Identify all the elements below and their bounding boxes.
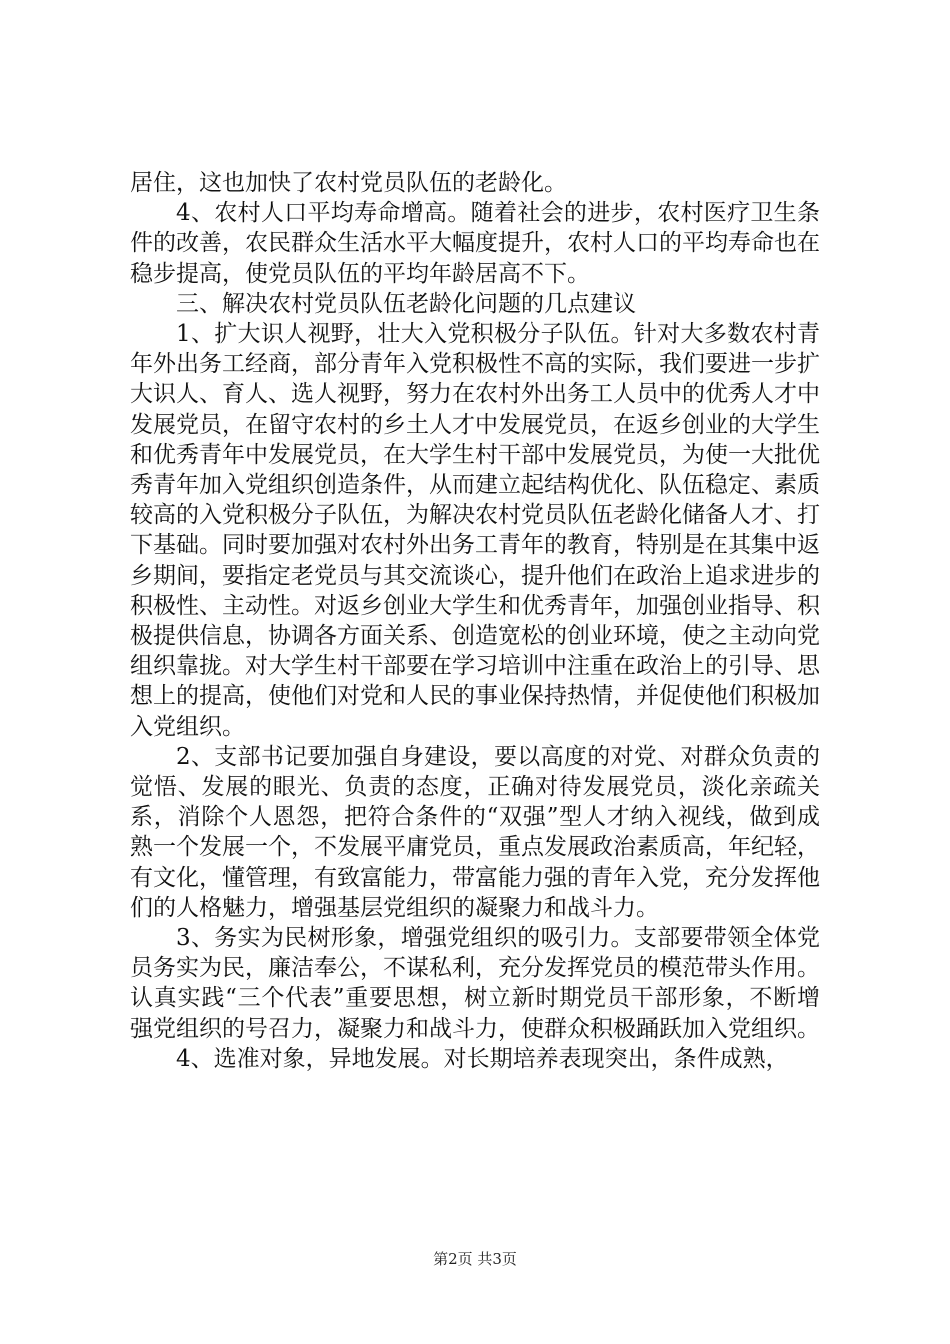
paragraph-continuation: 居住，这也加快了农村党员队伍的老龄化。 [130, 170, 567, 196]
section-heading-suggestions: 三、解决农村党员队伍老龄化问题的几点建议 [176, 290, 636, 317]
paragraph-suggestion-3: 3、务实为民树形象，增强党组织的吸引力。支部要带领全体党员务实为民，廉洁奉公，不谋私利，充分发挥党员的模范带头作用。认真实践“三个代表”重要思想，树立新时期党员干部形象，不断增强党组织的号召力，凝聚力和战斗力，使群众积极踊跃加入党组织。 [130, 925, 820, 1042]
paragraph-suggestion-1: 1、扩大识人视野，壮大入党积极分子队伍。针对大多数农村青年外出务工经商，部分青年入党积极性不高的实际，我们要进一步扩大识人、育人、选人视野，努力在农村外出务工人员中的优秀人才中发展党员，在留守农村的乡土人才中发展党员，在返乡创业的大学生和优秀青年中发展党员，在大学生村干部中发展党员，为使一大批优秀青年加入党组织创造条件，从而建立起结构优化、队伍稳定、素质较高的入党积极分子队伍，为解决农村党员队伍老龄化储备人才、打下基础。同时要加强对农村外出务工青年的教育，特别是在其集中返乡期间，要指定老党员与其交流谈心，提升他们在政治上追求进步的积极性、主动性。对返乡创业大学生和优秀青年，加强创业指导、积极提供信息，协调各方面关系、创造宽松的创业环境，使之主动向党组织靠拢。对大学生村干部要在学习培训中注重在政治上的引导、思想上的提高，使他们对党和人民的事业保持热情，并促使他们积极加入党组织。 [130, 321, 820, 740]
page-number-footer: 第2页 共3页 [433, 1250, 517, 1268]
paragraph-item-4-lifespan: 4、农村人口平均寿命增高。随着社会的进步，农村医疗卫生条件的改善，农民群众生活水平大幅度提升，农村人口的平均寿命也在稳步提高，使党员队伍的平均年龄居高不下。 [130, 200, 820, 287]
paragraph-suggestion-4: 4、选准对象，异地发展。对长期培养表现突出，条件成熟， [176, 1045, 789, 1072]
document-body [130, 168, 820, 1074]
paragraph-suggestion-2: 2、支部书记要加强自身建设，要以高度的对党、对群众负责的觉悟、发展的眼光、负责的态度，正确对待发展党员，淡化亲疏关系，消除个人恩怨，把符合条件的“双强”型人才纳入视线，做到成熟一个发展一个，不发展平庸党员，重点发展政治素质高，年纪轻，有文化，懂管理，有致富能力，带富能力强的青年入党，充分发挥他们的人格魅力，增强基层党组织的凝聚力和战斗力。 [130, 743, 820, 921]
